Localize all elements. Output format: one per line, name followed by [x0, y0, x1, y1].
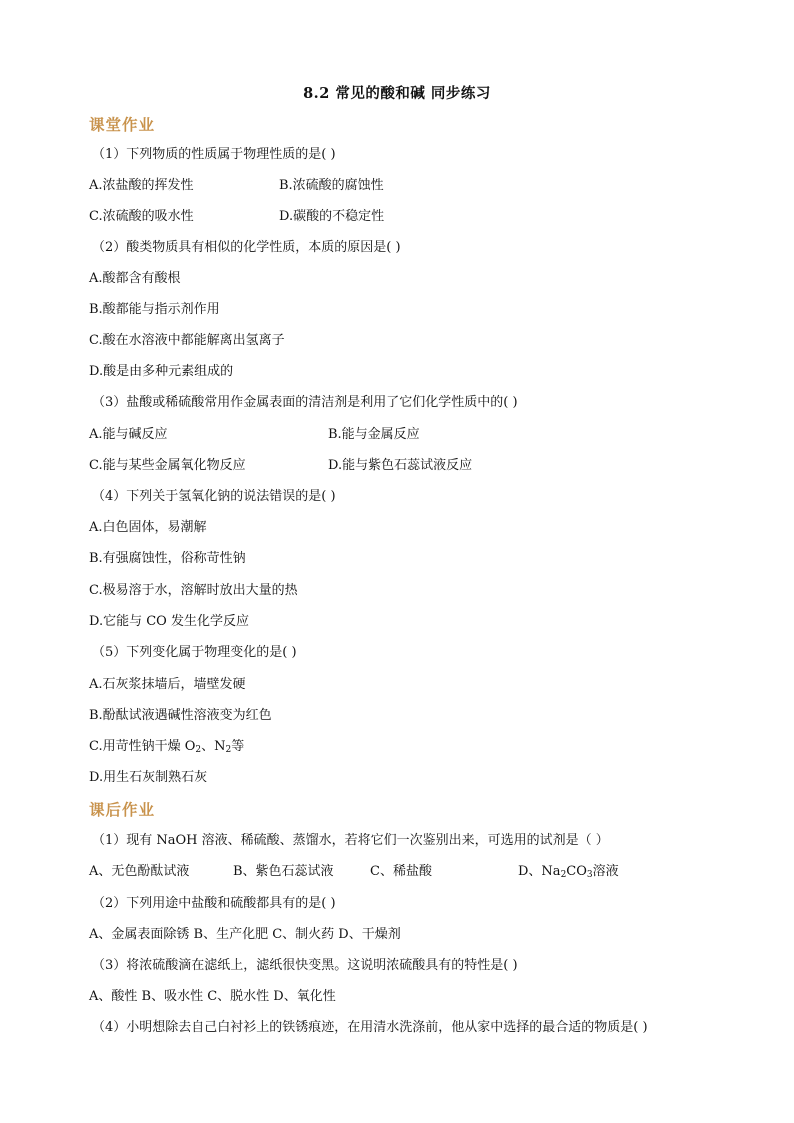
option-b: B.浓硫酸的腐蚀性: [279, 178, 384, 193]
question-stem: （4）小明想除去自己白衬衫上的铁锈痕迹，在用清水洗涤前，他从家中选择的最合适的物质是( ): [92, 1020, 648, 1035]
question-stem: （2）下列用途中盐酸和硫酸都具有的是( ): [92, 896, 336, 911]
question-stem: （1）下列物质的性质属于物理性质的是( ): [92, 147, 336, 162]
option-d-text: CO: [566, 864, 587, 879]
option-c-text: 、N: [201, 739, 226, 754]
question-stem: （5）下列变化属于物理变化的是( ): [92, 645, 297, 660]
option-c: [89, 738, 244, 756]
question-stem: （4）下列关于氢氧化钠的说法错误的是( ): [92, 489, 336, 504]
option-c: C、稀盐酸: [370, 864, 432, 879]
question-stem: （3）将浓硫酸滴在滤纸上，滤纸很快变黑。这说明浓硫酸具有的特性是( ): [92, 958, 518, 973]
option-b: B.酸都能与指示剂作用: [89, 302, 220, 317]
option-d: D.用生石灰制熟石灰: [89, 770, 208, 785]
option-c: C.酸在水溶液中都能解离出氢离子: [89, 333, 285, 348]
section-heading-classwork: 课堂作业: [89, 115, 156, 134]
option-a: A.白色固体，易潮解: [89, 520, 207, 535]
subscript: 2: [225, 745, 232, 755]
option-d: [518, 863, 619, 881]
options-row: A、酸性 B、吸水性 C、脱水性 D、氧化性: [89, 989, 336, 1004]
subscript: 3: [586, 870, 593, 880]
option-d: D.能与紫色石蕊试液反应: [328, 458, 473, 473]
option-a: A.能与碱反应: [89, 427, 168, 442]
option-d: D.酸是由多种元素组成的: [89, 364, 234, 379]
option-c: C.能与某些金属氧化物反应: [89, 458, 246, 473]
option-d: D.它能与 CO 发生化学反应: [89, 614, 249, 629]
question-stem: （1）现有 NaOH 溶液、稀硫酸、蒸馏水，若将它们一次鉴别出来，可选用的试剂是（ ）: [92, 833, 609, 848]
option-a: A.浓盐酸的挥发性: [89, 178, 194, 193]
option-a: A.酸都含有酸根: [89, 271, 181, 286]
option-c-text: C.用苛性钠干燥 O: [89, 739, 196, 754]
option-d: D.碳酸的不稳定性: [279, 209, 385, 224]
page-title: 8.2 常见的酸和碱 同步练习: [303, 85, 491, 102]
option-c-text: 等: [231, 739, 245, 754]
question-stem: （2）酸类物质具有相似的化学性质，本质的原因是( ): [92, 240, 401, 255]
option-b: B、紫色石蕊试液: [233, 864, 334, 879]
subscript: 2: [560, 870, 567, 880]
option-b: B.酚酞试液遇碱性溶液变为红色: [89, 708, 272, 723]
section-heading-homework: 课后作业: [89, 800, 156, 819]
option-c: C.极易溶于水，溶解时放出大量的热: [89, 583, 298, 598]
subscript: 2: [195, 745, 202, 755]
option-d-text: 溶液: [592, 864, 619, 879]
question-stem: （3）盐酸或稀硫酸常用作金属表面的清洁剂是利用了它们化学性质中的( ): [92, 395, 518, 410]
option-c: C.浓硫酸的吸水性: [89, 209, 194, 224]
option-a: A.石灰浆抹墙后，墙壁发硬: [89, 677, 246, 692]
option-d-text: D、Na: [518, 864, 561, 879]
option-b: B.能与金属反应: [328, 427, 420, 442]
option-a: A、无色酚酞试液: [89, 864, 190, 879]
option-b: B.有强腐蚀性，俗称苛性钠: [89, 551, 246, 566]
options-row: A、金属表面除锈 B、生产化肥 C、制火药 D、干燥剂: [89, 927, 401, 942]
